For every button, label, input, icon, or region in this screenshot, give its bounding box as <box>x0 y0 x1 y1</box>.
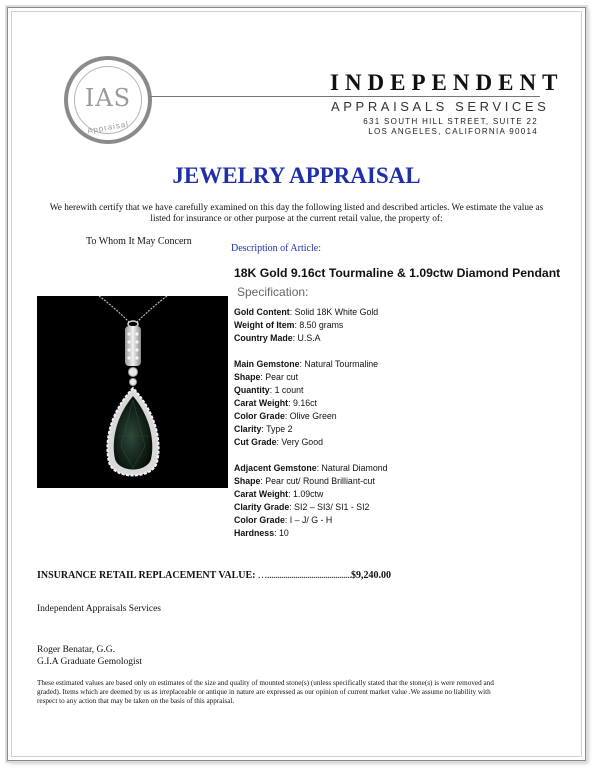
spec-row <box>234 475 388 488</box>
spec-key: Clarity <box>234 424 262 434</box>
brand-address-line2: LOS ANGELES, CALIFORNIA 90014 <box>368 127 538 136</box>
brand-address-line1: 631 SOUTH HILL STREET, SUITE 22 <box>363 117 538 126</box>
spec-value: : 1 count <box>269 385 304 395</box>
spec-value: : 10 <box>274 528 289 538</box>
spec-key: Main Gemstone <box>234 359 300 369</box>
pendant-photo <box>37 296 228 488</box>
insurance-value-line <box>37 570 391 581</box>
spec-row <box>234 423 388 436</box>
spec-key: Adjacent Gemstone <box>234 463 317 473</box>
pendant-illustration <box>37 296 228 488</box>
spec-value: : 1.09ctw <box>288 489 324 499</box>
spec-value: : Pear cut/ Round Brilliant-cut <box>260 476 375 486</box>
disclaimer: These estimated values are based only on estimates of the size and quality of mounted stone(s) (unless specifically stated that the stone(s) is were removed and graded). Items which are deemed by us as irreplaceable or antique in nature are expressed as our opinion of current market value .We assume no liability with respect to any action that may be taken on the basis of this appraisal. <box>37 679 494 705</box>
spec-row <box>234 397 388 410</box>
spec-value: : Pear cut <box>260 372 299 382</box>
brand-name: INDEPENDENT <box>330 70 564 95</box>
spec-key: Clarity Grade <box>234 502 290 512</box>
spec-row <box>234 384 388 397</box>
article-title: 18K Gold 9.16ct Tourmaline & 1.09ctw Diamond Pendant <box>234 266 561 280</box>
spec-value: : Solid 18K White Gold <box>289 307 379 317</box>
spec-key: Carat Weight <box>234 398 289 408</box>
spec-row <box>234 436 388 449</box>
brand-services: APPRAISALS SERVICES <box>331 99 550 114</box>
insurance-dots: ….......................................... <box>255 570 351 581</box>
insurance-amount: $9,240.00 <box>350 570 391 581</box>
spec-value: : Type 2 <box>261 424 293 434</box>
company-logo <box>64 56 152 144</box>
spec-key: Shape <box>234 476 261 486</box>
spec-row <box>234 514 388 527</box>
specifications <box>234 306 388 540</box>
spec-row <box>234 488 388 501</box>
spec-value: : 9.16ct <box>288 398 317 408</box>
spec-row <box>234 462 388 475</box>
spec-key: Hardness <box>234 528 275 538</box>
spec-row <box>234 306 388 319</box>
spec-key: Cut Grade <box>234 437 277 447</box>
spec-key: Weight of Item <box>234 320 295 330</box>
spec-gap <box>234 449 388 462</box>
brand-divider <box>150 96 540 97</box>
spec-key: Country Made <box>234 333 293 343</box>
spec-value: : 8.50 grams <box>294 320 344 330</box>
insurance-label: INSURANCE RETAIL REPLACEMENT VALUE: <box>37 570 256 581</box>
logo-subtext: Appraisal <box>86 119 130 136</box>
signer-title: G.I.A Graduate Gemologist <box>37 657 143 667</box>
description-label: Description of Article: <box>231 243 321 254</box>
recipient: To Whom It May Concern <box>86 236 192 247</box>
company-name: Independent Appraisals Services <box>37 604 161 614</box>
logo-mark: IAS <box>84 84 132 112</box>
spec-gap <box>234 345 388 358</box>
spec-key: Color Grade <box>234 411 285 421</box>
spec-row <box>234 358 388 371</box>
spec-key: Shape <box>234 372 261 382</box>
spec-row <box>234 410 388 423</box>
spec-value: : Natural Tourmaline <box>299 359 379 369</box>
specification-label: Specification: <box>237 285 309 299</box>
spec-row <box>234 371 388 384</box>
spec-key: Color Grade <box>234 515 285 525</box>
spec-value: : U.S.A <box>292 333 321 343</box>
document-title: JEWELRY APPRAISAL <box>172 163 421 188</box>
spec-key: Quantity <box>234 385 270 395</box>
spec-key: Carat Weight <box>234 489 289 499</box>
spec-row <box>234 527 388 540</box>
spec-value: : SI2 – SI3/ SI1 - SI2 <box>289 502 370 512</box>
signer-name: Roger Benatar, G.G. <box>37 645 115 655</box>
spec-value: : Very Good <box>276 437 323 447</box>
spec-value: : Olive Green <box>284 411 337 421</box>
spec-row <box>234 319 388 332</box>
spec-key: Gold Content <box>234 307 290 317</box>
spec-row <box>234 501 388 514</box>
spec-row <box>234 332 388 345</box>
certification-text: We herewith certify that we have carefully examined on this day the following listed and described articles. We estimate the value as listed for insurance or other purpose at the current retail value, the property of: <box>49 203 544 224</box>
spec-value: : Natural Diamond <box>316 463 388 473</box>
spec-value: : I – J/ G - H <box>284 515 333 525</box>
